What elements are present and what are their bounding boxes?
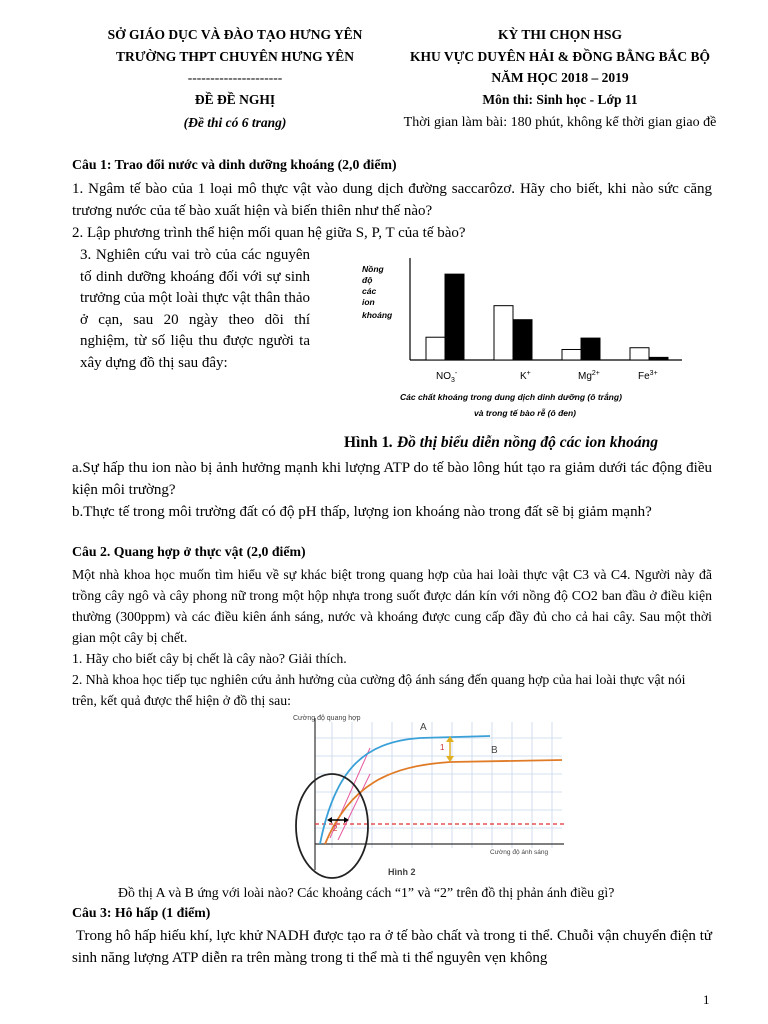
question-1-part-b: b.Thực tế trong môi trường đất có độ pH thấp, lượng ion khoáng nào trong đất sẽ bị giảm mạnh? — [72, 504, 652, 520]
y-axis-label-line-2: độ — [362, 275, 373, 285]
question-1-title: Câu 1: Trao đổi nước và dinh dưỡng khoáng (2,0 điểm) — [72, 157, 397, 172]
y-axis-label: Cường độ quang hợp — [293, 715, 361, 722]
y-axis-label-line-5: khoáng — [362, 310, 393, 320]
question-1-part-2: 2. Lập phương trình thể hiện mối quan hệ giữa S, P, T của tế bào? — [72, 225, 466, 241]
school-year: NĂM HỌC 2018 – 2019 — [491, 70, 629, 85]
label-a: A — [420, 722, 427, 733]
time-limit: Thời gian làm bài: 180 phút, không kể thời gian giao đề — [403, 115, 717, 130]
x-tick-fe: $Fe^{3+}$ — [638, 370, 658, 382]
x-axis-label-line-1: Các chất khoáng trong dung dịch dinh dưỡng (ô trắng) — [400, 392, 622, 402]
label-b: B — [491, 745, 498, 756]
subject: Môn thi: Sinh học - Lớp 11 — [482, 92, 638, 107]
label-1: 1 — [440, 743, 445, 752]
x-axis-label-line-2: và trong tế bào rễ (ô đen) — [474, 408, 577, 418]
bar-solution-1 — [494, 306, 513, 360]
school-department: SỞ GIÁO DỤC VÀ ĐÀO TẠO HƯNG YÊN — [107, 27, 363, 42]
question-2-part-1: 1. Hãy cho biết cây bị chết là cây nào? Giải thích. — [72, 651, 347, 666]
school-name: TRƯỜNG THPT CHUYÊN HƯNG YÊN — [115, 49, 355, 64]
x-axis-label: Cường độ ánh sáng — [490, 849, 549, 856]
bar-solution-0 — [426, 337, 445, 360]
page-count-note: (Đề thi có 6 trang) — [183, 115, 287, 130]
x-tick-mg: $Mg^{2+}$ — [578, 370, 600, 382]
question-1-part-a: a.Sự hấp thu ion nào bị ảnh hưởng mạnh khi lượng ATP do tế bào lông hút tạo ra giảm dưới tác động điều kiện môi trường? — [72, 460, 712, 498]
question-2-title: Câu 2. Quang hợp ở thực vật (2,0 điểm) — [72, 544, 306, 559]
bar-root-cell-3 — [649, 357, 668, 360]
label-2: 2 — [333, 824, 338, 833]
question-3-title: Câu 3: Hô hấp (1 điểm) — [72, 905, 211, 920]
exam-region: KHU VỰC DUYÊN HẢI & ĐỒNG BẰNG BẮC BỘ — [409, 49, 710, 64]
bar-solution-3 — [630, 348, 649, 360]
bar-root-cell-2 — [581, 338, 600, 360]
exam-title: KỲ THI CHỌN HSG — [498, 27, 622, 42]
bar-solution-2 — [562, 349, 581, 360]
figure-1-label: Hình 1 — [344, 434, 390, 451]
question-3-intro: Trong hô hấp hiếu khí, lực khử NADH được tạo ra ở tế bào chất và trong ti thể. Chuỗi vận chuyển điện tử sinh năng lượng ATP diễn ra trên màng trong ti thể mà ti thể nguyên vẹn không — [72, 928, 716, 966]
question-2-part-2-question: Đồ thị A và B ứng với loài nào? Các khoảng cách “1” và “2” trên đồ thị phản ánh điều gì? — [118, 885, 615, 900]
exam-type: ĐỀ ĐỀ NGHỊ — [194, 92, 276, 107]
y-axis-label-line-4: ion — [362, 297, 375, 307]
question-1-part-1: 1. Ngâm tế bào của 1 loại mô thực vật vào dung dịch đường saccarôzơ. Hãy cho biết, khi nào sức căng trương nước của tế bào xuất hiện và biến thiên như thế nào? — [72, 181, 712, 219]
question-2-intro: Một nhà khoa học muốn tìm hiểu về sự khác biệt trong quang hợp của hai loài thực vật C3 và C4. Người này đã trồng cây ngô và cây phong nữ trong một hộp nhựa trong suốt được dán kín với nồng độ CO2 ban đầu ở điều kiện thường (300ppm) và các điều kiên ánh sáng, nước và khoáng được cung cấp đầy đủ cho cả hai cây. Sau một thời gian một cây bị chết. — [72, 567, 712, 645]
header-divider: --------------------- — [187, 70, 283, 85]
photosynthesis-light-chart — [270, 708, 570, 884]
ion-concentration-chart — [352, 250, 692, 430]
question-1-part-3: 3. Nghiên cứu vai trò của các nguyên tố dinh dưỡng khoáng đối với sự sinh trưởng của một loài thực vật thân thảo ở cạn, sau 20 ngày theo dõi thí nghiệm, từ số liệu thu được người ta xây dựng đồ thị sau đây: — [80, 247, 310, 371]
figure-1-caption — [344, 434, 658, 452]
page-number: 1 — [703, 992, 710, 1007]
bar-root-cell-1 — [513, 320, 532, 360]
question-2-part-2: 2. Nhà khoa học tiếp tục nghiên cứu ảnh hưởng của cường độ ánh sáng đến quang hợp của hai loài thực vật nói trên, kết quả được thể hiện ở đồ thị sau: — [72, 672, 686, 708]
y-axis-label-line-1: Nồng — [362, 264, 384, 274]
x-tick-no3: $NO_3^-$ — [436, 370, 458, 384]
x-tick-k: K+ — [520, 370, 531, 382]
figure-2-caption: Hình 2 — [388, 867, 416, 877]
bar-root-cell-0 — [445, 274, 464, 360]
y-axis-label-line-3: các — [362, 286, 377, 296]
figure-1-title: . Đồ thị biểu diễn nồng độ các ion khoáng — [389, 434, 658, 451]
